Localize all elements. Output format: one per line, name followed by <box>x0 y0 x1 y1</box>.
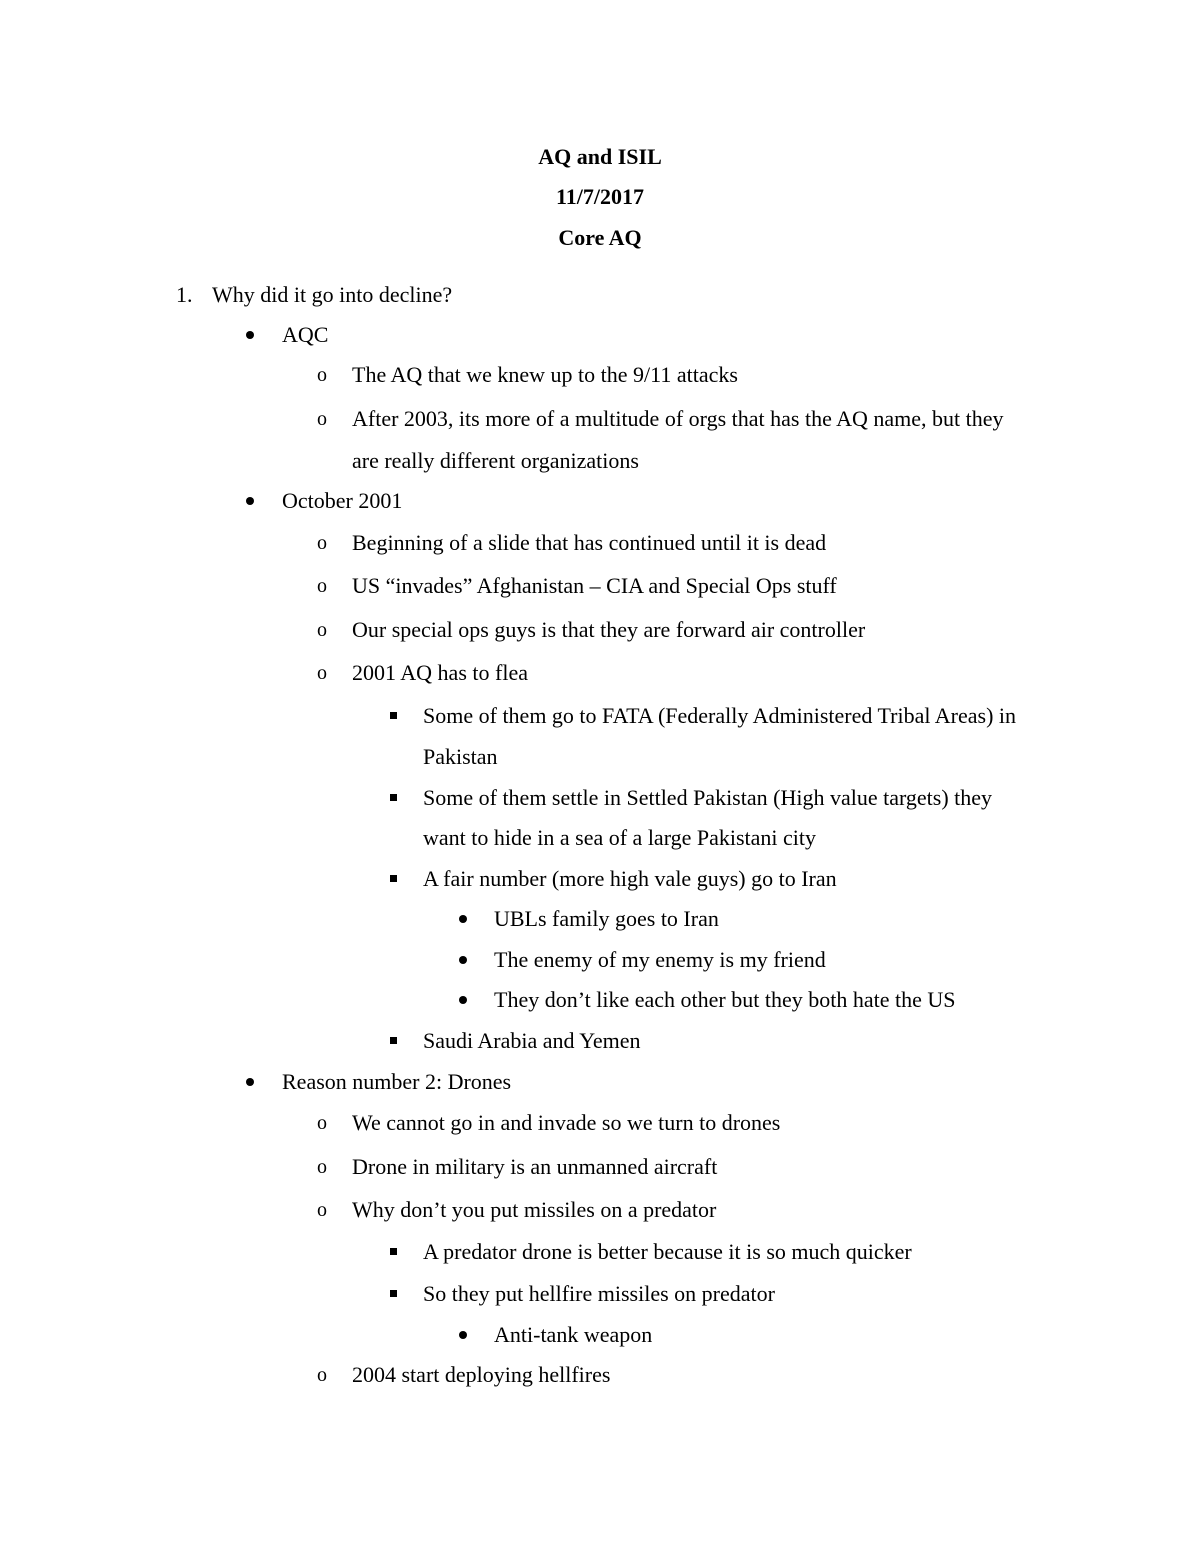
list-number: 1. <box>176 282 193 307</box>
circle-bullet-icon: o <box>317 662 327 684</box>
square-bullet-icon <box>390 875 397 882</box>
circle-bullet-icon: o <box>317 619 327 641</box>
list-item: UBLs family goes to Iran <box>494 906 719 931</box>
list-item: Anti-tank weapon <box>494 1322 653 1347</box>
list-item: October 2001 <box>282 488 403 513</box>
bullet-icon <box>459 996 467 1004</box>
list-item: Our special ops guys is that they are forward air controller <box>352 617 866 642</box>
circle-bullet-icon: o <box>317 1112 327 1134</box>
list-item: Beginning of a slide that has continued until it is dead <box>352 530 827 555</box>
section-heading: Core AQ <box>558 225 642 250</box>
list-item: We cannot go in and invade so we turn to drones <box>352 1110 781 1135</box>
square-bullet-icon <box>390 712 397 719</box>
circle-bullet-icon: o <box>317 1156 327 1178</box>
list-item: The AQ that we knew up to the 9/11 attacks <box>352 362 738 387</box>
circle-bullet-icon: o <box>317 1364 327 1386</box>
list-item: Reason number 2: Drones <box>282 1069 512 1094</box>
list-item-continuation: Pakistan <box>423 744 498 769</box>
circle-bullet-icon: o <box>317 575 327 597</box>
circle-bullet-icon: o <box>317 364 327 386</box>
list-item-continuation: want to hide in a sea of a large Pakistani city <box>423 825 817 850</box>
list-item: Why don’t you put missiles on a predator <box>352 1197 717 1222</box>
document-date: 11/7/2017 <box>555 184 644 209</box>
list-item: They don’t like each other but they both hate the US <box>494 987 956 1012</box>
bullet-icon <box>459 956 467 964</box>
bullet-icon <box>246 1078 254 1086</box>
list-item: Some of them go to FATA (Federally Administered Tribal Areas) in <box>423 703 1017 728</box>
list-item: After 2003, its more of a multitude of orgs that has the AQ name, but they <box>352 406 1004 431</box>
list-item: Drone in military is an unmanned aircraft <box>352 1154 718 1179</box>
bullet-icon <box>459 1331 467 1339</box>
list-item: The enemy of my enemy is my friend <box>494 947 826 972</box>
square-bullet-icon <box>390 1037 397 1044</box>
list-item: US “invades” Afghanistan – CIA and Special Ops stuff <box>352 573 837 598</box>
list-item: A fair number (more high vale guys) go to Iran <box>423 866 837 891</box>
list-item: AQC <box>282 322 329 347</box>
square-bullet-icon <box>390 1248 397 1255</box>
list-item: Saudi Arabia and Yemen <box>423 1028 641 1053</box>
circle-bullet-icon: o <box>317 1199 327 1221</box>
list-item: Some of them settle in Settled Pakistan (High value targets) they <box>423 785 993 810</box>
circle-bullet-icon: o <box>317 408 327 430</box>
bullet-icon <box>246 331 254 339</box>
square-bullet-icon <box>390 1290 397 1297</box>
square-bullet-icon <box>390 794 397 801</box>
list-item: 2004 start deploying hellfires <box>352 1362 611 1387</box>
question-text: Why did it go into decline? <box>212 282 453 307</box>
list-item: 2001 AQ has to flea <box>352 660 528 685</box>
bullet-icon <box>459 915 467 923</box>
document-title: AQ and ISIL <box>538 144 662 169</box>
list-item: So they put hellfire missiles on predator <box>423 1281 775 1306</box>
bullet-icon <box>246 497 254 505</box>
list-item: A predator drone is better because it is so much quicker <box>423 1239 912 1264</box>
circle-bullet-icon: o <box>317 532 327 554</box>
list-item-continuation: are really different organizations <box>352 448 639 473</box>
